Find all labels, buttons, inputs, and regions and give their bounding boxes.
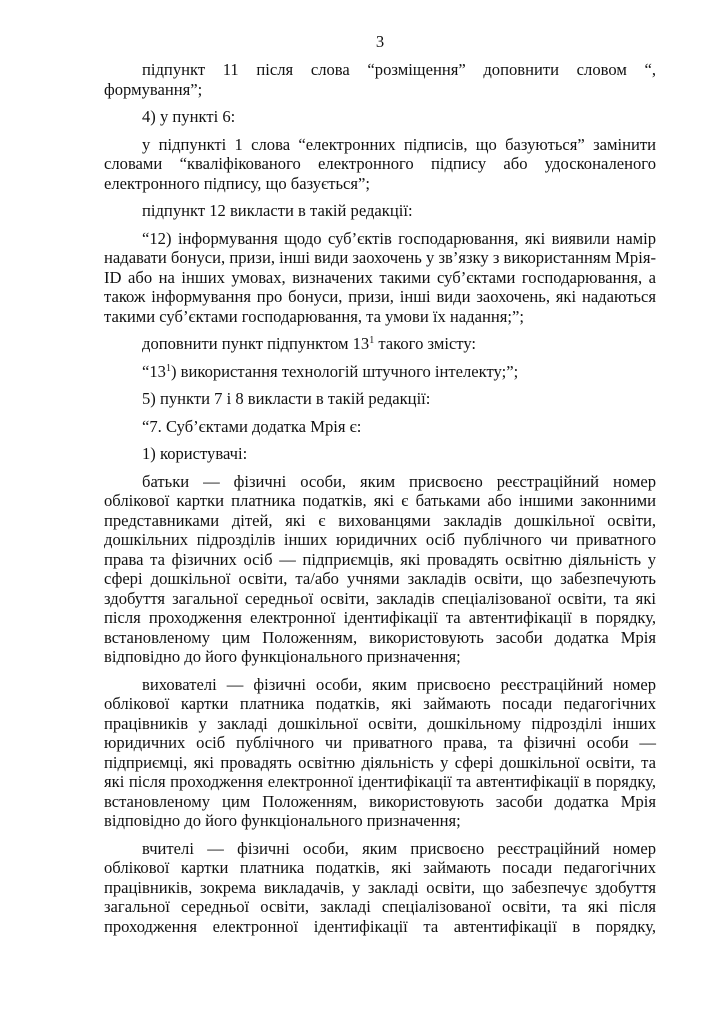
text-before: “13 <box>142 361 166 381</box>
text-after: ) використання технологій штучного інтелекту;”; <box>170 361 519 381</box>
paragraph-subitem-12-intro: підпункт 12 викласти в такій редакції: <box>142 201 413 220</box>
superscript: 1 <box>369 335 375 346</box>
text-before: доповнити пункт підпунктом 13 <box>142 334 370 353</box>
paragraph-subitem-1: у підпункті 1 слова “електронних підписів, що базуються” замінити словами “кваліфікованого електронного підпису або удосконаленого електронного підпису, що базується”; <box>104 134 656 193</box>
paragraph-subitem-13-1-text <box>104 362 656 382</box>
page-number: 3 <box>375 32 385 51</box>
paragraph-point-7: “7. Суб’єктами додатка Мрія є: <box>142 416 362 436</box>
paragraph-subitem-12-text: “12) інформування щодо суб’єктів господарювання, які виявили намір надавати бонуси, призи, інші види заохочень у зв’язку з використанням Мрія-ID або на інших умовах, визначених такими суб’єктами господарювання, а також інформування про бонуси, призи, інші види заохочень, які надаються такими суб’єктами господарювання, та умови їх надання;”; <box>104 228 656 326</box>
paragraph-teachers: вчителі — фізичні особи, яким присвоєно реєстраційний номер облікової картки платника податків, які займають посади педагогічних працівників, зокрема викладачів, у закладі освіти, що забезпечує здобуття загальної середньої освіти, закладі спеціалізованої освіти, та які після проходження електронної ідентифікації та автентифікації в порядку, <box>104 838 656 936</box>
paragraph-subitem-11: підпункт 11 після слова “розміщення” доповнити словом “, формування”; <box>104 60 656 99</box>
paragraph-parents: батьки — фізичні особи, яким присвоєно реєстраційний номер облікової картки платника податків, які є батьками або іншими законними представниками дітей, які є вихованцями закладів дошкільної освіти, дошкільних підрозділів інших юридичних осіб публічного чи приватного права та фізичних осіб — підприємців, які провадять освітню діяльність у сфері дошкільної освіти, та/або учнями закладів освіти, що забезпечують здобуття загальної середньої освіти, закладів спеціалізованої освіти, та які після проходження електронної ідентифікації та автентифікації в порядку, встановленому цим Положенням, використовують засоби додатка Мрія відповідно до його функціонального призначення; <box>104 471 656 666</box>
text-after: такого змісту: <box>374 334 477 353</box>
paragraph-item-5: 5) пункти 7 і 8 викласти в такій редакції: <box>142 389 431 408</box>
document-body <box>104 60 656 944</box>
paragraph-add-subitem-13-1 <box>104 334 656 354</box>
paragraph-users: 1) користувачі: <box>142 444 248 463</box>
paragraph-item-4: 4) у пункті 6: <box>142 107 236 126</box>
superscript: 1 <box>165 362 171 374</box>
paragraph-educators: вихователі — фізичні особи, яким присвоєно реєстраційний номер облікової картки платника податків, які займають посади педагогічних працівників у закладі дошкільної освіти, дошкільному підрозділі інших юридичних осіб публічного чи приватного права, та фізичні особи — підприємці, які провадять освітню діяльність у сфері дошкільної освіти, та які після проходження електронної ідентифікації та автентифікації в порядку, встановленому цим Положенням, використовують засоби додатка Мрія відповідно до його функціонального призначення; <box>104 674 656 830</box>
